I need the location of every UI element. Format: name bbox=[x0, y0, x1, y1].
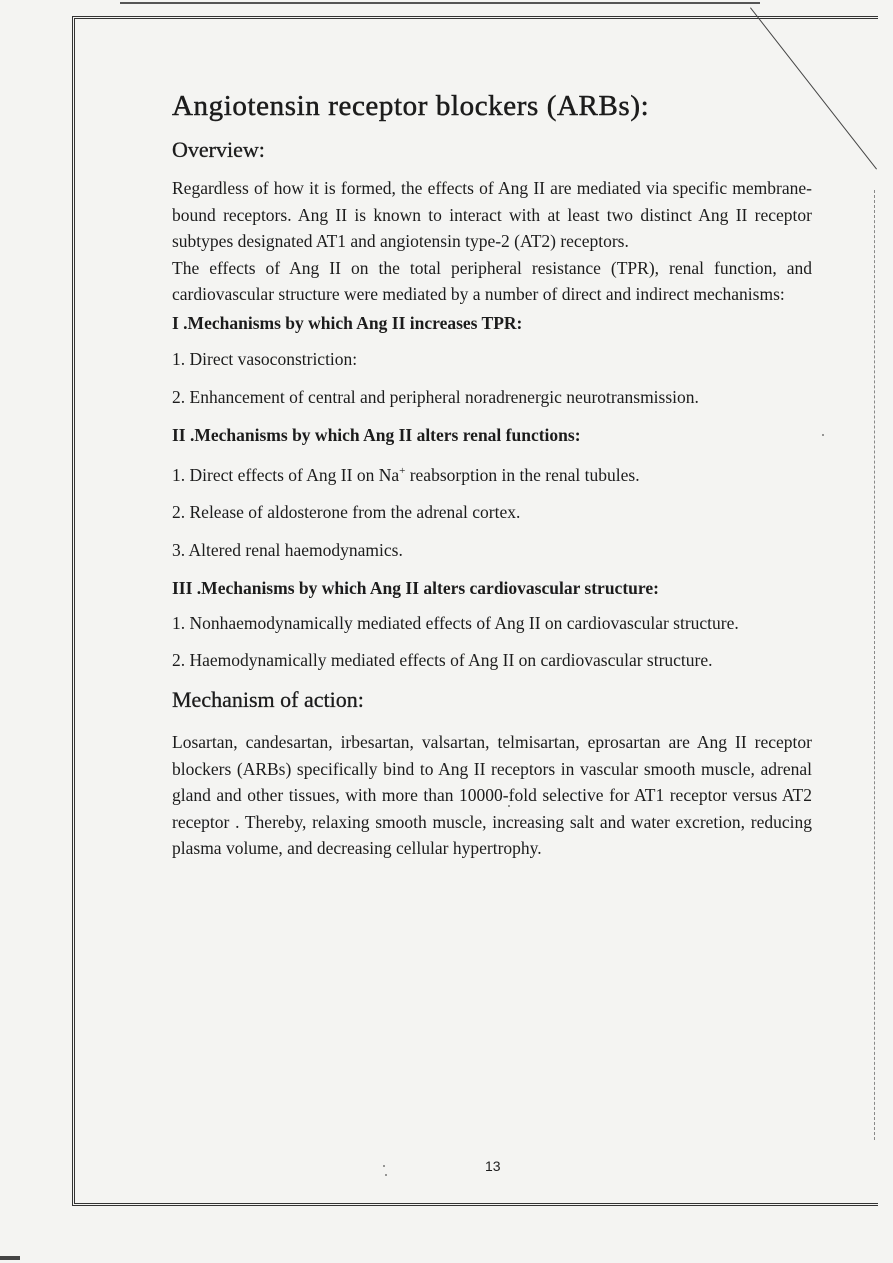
page-content bbox=[172, 90, 812, 862]
scan-right-edge bbox=[874, 190, 879, 1140]
section-1-item-1: 1. Direct vasoconstriction: bbox=[172, 348, 358, 369]
overview-paragraph-1: Regardless of how it is formed, the effects of Ang II are mediated via specific membrane-bound receptors. Ang II is known to interact with at least two distinct Ang II receptor subtypes designated AT1 and angiotensin type-2 (AT2) receptors. bbox=[172, 178, 812, 251]
scan-speck bbox=[383, 1165, 385, 1167]
sodium-charge-superscript: + bbox=[399, 464, 406, 477]
scan-speck bbox=[385, 1174, 387, 1176]
section-3-item-2: 2. Haemodynamically mediated effects of Ang II on cardiovascular structure. bbox=[172, 650, 713, 671]
scan-speck bbox=[508, 805, 510, 807]
section-2-heading: II .Mechanisms by which Ang II alters renal functions: bbox=[172, 424, 581, 445]
section-2-item-1-text: 1. Direct effects of Ang II on Na bbox=[172, 464, 400, 485]
section-2-item-2: 2. Release of aldosterone from the adrenal cortex. bbox=[172, 502, 521, 523]
section-1-item-2: 2. Enhancement of central and peripheral noradrenergic neurotransmission. bbox=[172, 386, 699, 407]
mechanism-heading: Mechanism of action: bbox=[172, 687, 364, 713]
section-2-item-1 bbox=[172, 458, 812, 488]
page-number: 13 bbox=[485, 1158, 501, 1174]
mechanism-paragraph: Losartan, candesartan, irbesartan, valsartan, telmisartan, eprosartan are Ang II receptor blockers (ARBs) specifically bind to Ang II receptors in vascular smooth muscle, adrenal gland and other tissues, with more than 10000-fold selective for AT1 receptor versus AT2 receptor . Thereby, relaxing smooth muscle, increasing salt and water excretion, reducing plasma volume, and decreasing cellular hypertrophy. bbox=[172, 732, 812, 859]
scan-corner-mark bbox=[0, 1256, 20, 1260]
section-2-item-3: 3. Altered renal haemodynamics. bbox=[172, 540, 403, 561]
scan-speck bbox=[822, 434, 824, 436]
section-1-heading: I .Mechanisms by which Ang II increases TPR: bbox=[172, 312, 523, 333]
overview-heading: Overview: bbox=[172, 137, 265, 162]
overview-paragraph-2: The effects of Ang II on the total peripheral resistance (TPR), renal function, and cardiovascular structure were mediated by a number of direct and indirect mechanisms: bbox=[172, 257, 812, 304]
section-3-heading: III .Mechanisms by which Ang II alters cardiovascular structure: bbox=[172, 578, 659, 599]
section-3-item-1: 1. Nonhaemodynamically mediated effects of Ang II on cardiovascular structure. bbox=[172, 613, 739, 634]
page-title: Angiotensin receptor blockers (ARBs): bbox=[172, 90, 650, 122]
section-2-item-1-text-end: reabsorption in the renal tubules. bbox=[405, 464, 640, 485]
scan-top-edge bbox=[120, 2, 760, 4]
